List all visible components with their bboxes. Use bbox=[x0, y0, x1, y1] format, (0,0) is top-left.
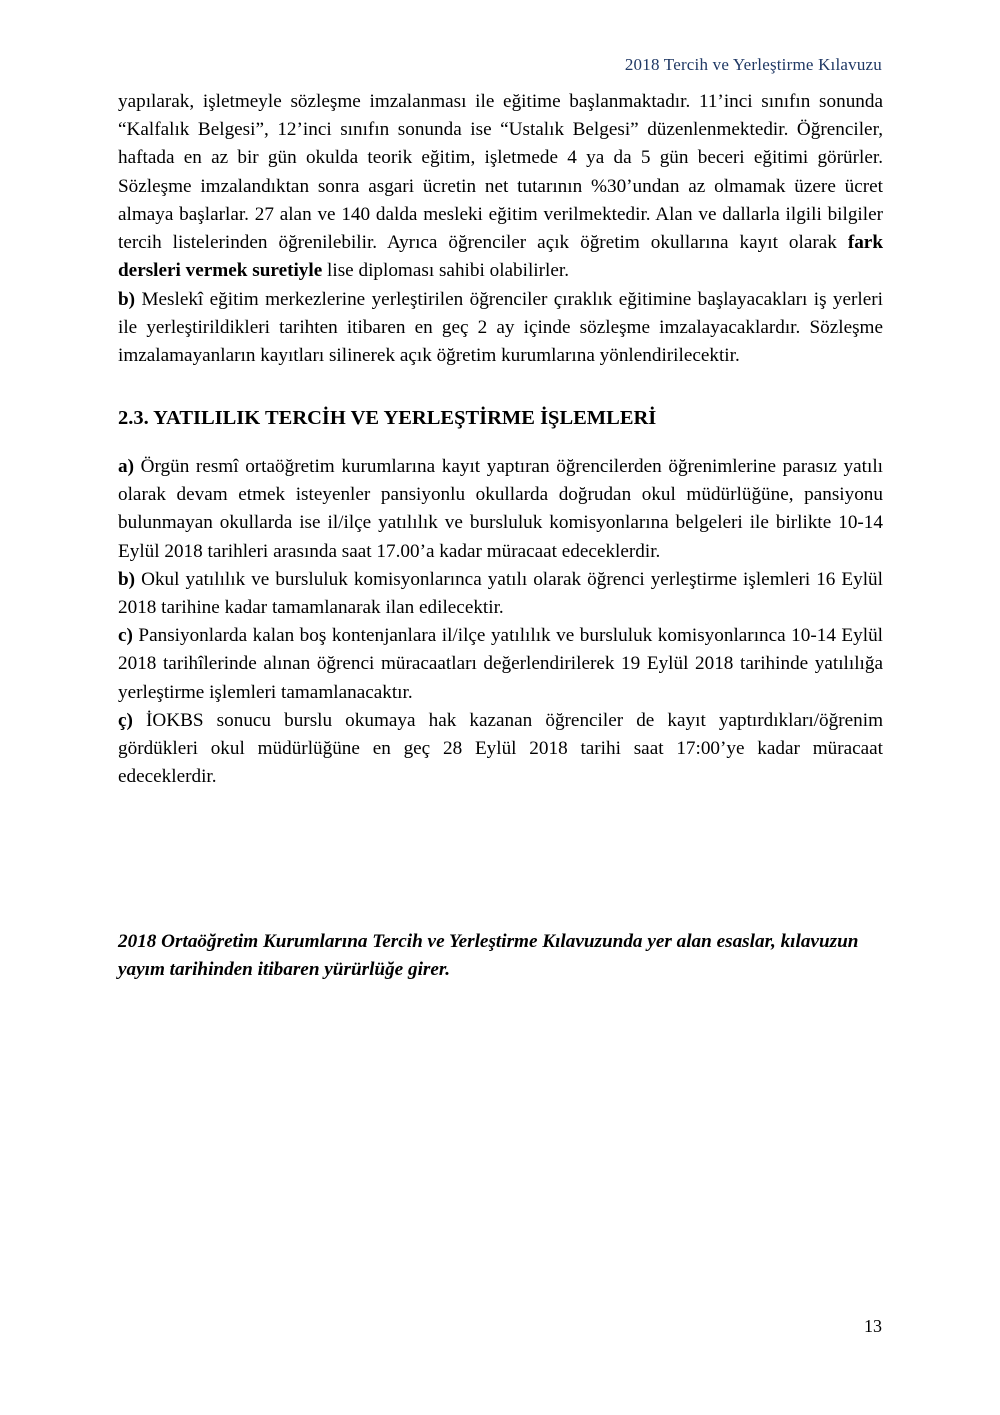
page-content bbox=[118, 88, 883, 1004]
section-item-c-cedilla-label: ç) bbox=[118, 709, 133, 731]
section-item-c-cedilla-text: İOKBS sonucu burslu okumaya hak kazanan öğrenciler de kayıt yaptırdıkları/öğrenim gördükleri okul müdürlüğüne en geç 28 Eylül 2018 tarihi saat 17:00’ye kadar müracaat edeceklerdir. bbox=[118, 709, 883, 788]
paragraph-b-text: Meslekî eğitim merkezlerine yerleştirilen öğrenciler çıraklık eğitimine başlayacakları iş yerleri ile yerleştirildikleri tarihten itibaren en geç 2 ay içinde sözleşme imzalayacaklardır. Sözleşme imzalamayanların kayıtları silinerek açık öğretim kurumlarına yönlendirilecektir. bbox=[118, 288, 883, 366]
closing-statement: 2018 Ortaöğretim Kurumlarına Tercih ve Yerleştirme Kılavuzunda yer alan esaslar, kılavuzun yayım tarihinden itibaren yürürlüğe girer. bbox=[118, 930, 859, 981]
page-number: 13 bbox=[864, 1316, 882, 1336]
paragraph-b bbox=[118, 286, 883, 371]
running-header: 2018 Tercih ve Yerleştirme Kılavuzu bbox=[624, 55, 882, 74]
section-item-a-label: a) bbox=[118, 455, 134, 477]
section-item-b bbox=[118, 566, 883, 622]
paragraph-1-text-part-1: yapılarak, işletmeyle sözleşme imzalanması ile eğitime başlanmaktadır. 11’inci sınıfın sonunda “Kalfalık Belgesi”, 12’inci sınıfın sonunda ise “Ustalık Belgesi” düzenlenmektedir. Öğrenciler, haftada en az bir gün okulda teorik eğitim, işletmede 4 ya da 5 gün beceri eğitimi görürler. Sözleşme imzalandıktan sonra asgari ücretin net tutarının %30’undan az olmamak üzere ücret almaya başlarlar. 27 alan ve 140 dalda mesleki eğitim verilmektedir. Alan ve dallarla ilgili bilgiler tercih listelerinden öğrenilebilir. Ayrıca öğrenciler açık öğretim okullarına kayıt olarak bbox=[118, 91, 883, 254]
section-item-c bbox=[118, 622, 883, 707]
paragraph-1-bold-phrase: fark dersleri vermek suretiyle bbox=[118, 232, 883, 282]
section-body bbox=[118, 453, 883, 792]
paragraph-b-label: b) bbox=[118, 288, 136, 310]
section-item-a-text: Örgün resmî ortaöğretim kurumlarına kayıt yaptıran öğrencilerden öğrenimlerine parasız yatılı olarak devam etmek isteyenler pansiyonlu okullarda doğrudan okul müdürlüğüne, pansiyonu bulunmayan okullarda ise il/ilçe yatılılık ve bursluluk komisyonlarına belgeleri ile birlikte 10-14 Eylül 2018 tarihleri arasında saat 17.00’a kadar müracaat edeceklerdir. bbox=[118, 455, 883, 562]
paragraph-continuation bbox=[118, 88, 883, 286]
section-item-c-label: c) bbox=[118, 625, 133, 647]
paragraph-1-text-part-2: lise diploması sahibi olabilirler. bbox=[322, 260, 569, 282]
section-item-c-text: Pansiyonlarda kalan boş kontenjanlara il/ilçe yatılılık ve bursluluk komisyonlarınca 10-14 Eylül 2018 tarihîlerinde alınan öğrenci müracaatları değerlendirilerek 19 Eylül 2018 tarihinde yatılılığa yerleştirme işlemleri tamamlanacaktır. bbox=[118, 625, 883, 703]
section-item-c-cedilla bbox=[118, 707, 883, 792]
section-item-a bbox=[118, 453, 883, 566]
section-heading: 2.3. YATILILIK TERCİH VE YERLEŞTİRME İŞLEMLERİ bbox=[118, 407, 657, 430]
section-item-b-text: Okul yatılılık ve bursluluk komisyonlarınca yatılı olarak öğrenci yerleştirme işlemleri 16 Eylül 2018 tarihine kadar tamamlanarak ilan edilecektir. bbox=[118, 568, 883, 618]
section-item-b-label: b) bbox=[118, 568, 136, 590]
